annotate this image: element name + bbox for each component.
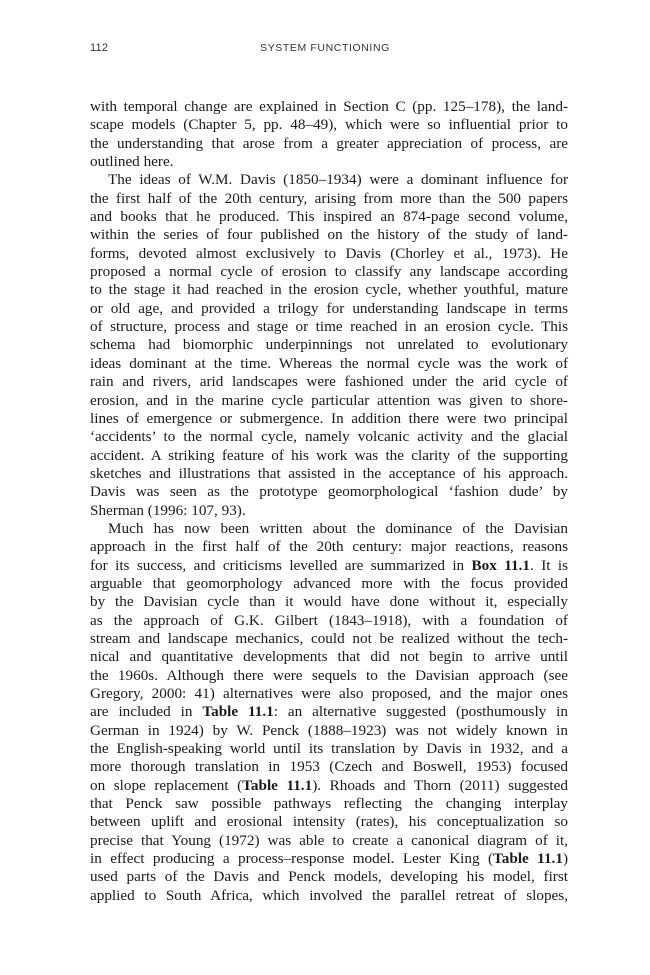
text-line: arguable that geomorphology advanced more with the focus provided	[90, 574, 568, 592]
text-line: accident. A striking feature of his work was the clarity of the supporting	[90, 446, 568, 464]
table-reference: Table 11.1	[242, 776, 313, 794]
text-line	[90, 703, 568, 721]
text-line: more thorough translation in 1953 (Czech and Boswell, 1953) focused	[90, 758, 568, 776]
text-line: German in 1924) by W. Penck (1888–1923) was not widely known in	[90, 721, 568, 739]
text-run: on slope replacement (	[90, 776, 243, 794]
table-reference: Table 11.1	[493, 850, 563, 868]
paragraph-davis	[90, 171, 568, 520]
text-line: Sherman (1996: 107, 93).	[90, 501, 246, 519]
text-line: with temporal change are explained in Section C (pp. 125–178), the land-	[90, 98, 568, 115]
running-head: SYSTEM FUNCTIONING	[260, 42, 390, 54]
box-reference: Box 11.1	[471, 556, 530, 574]
text-line: by the Davisian cycle than it would have done without it, especially	[90, 593, 568, 611]
text-run: )	[562, 850, 568, 868]
page-number: 112	[90, 42, 109, 54]
table-reference: Table 11.1	[202, 703, 274, 721]
text-line	[90, 557, 568, 575]
body-text	[90, 98, 568, 905]
text-line: that Penck saw possible pathways reflecting the changing interplay	[90, 795, 568, 813]
text-line: erosion, and in the marine cycle particular attention was given to shore-	[90, 391, 568, 409]
text-line: The ideas of W.M. Davis (1850–1934) were a dominant influence for	[108, 171, 568, 189]
text-line: approach in the first half of the 20th century: major reactions, reasons	[90, 538, 568, 556]
text-line: scape models (Chapter 5, pp. 48–49), which were so influential prior to	[90, 116, 568, 134]
text-run: for its success, and criticisms levelled are summarized in	[90, 556, 472, 574]
text-line: Much has now been written about the dominance of the Davisian	[108, 519, 568, 537]
text-line: outlined here.	[90, 153, 174, 171]
text-line: Davis was seen as the prototype geomorphological ‘fashion dude’ by	[90, 483, 568, 501]
text-line: within the series of four published on the history of the study of land-	[90, 226, 568, 244]
paragraph-continued	[90, 98, 568, 171]
text-line: the English-speaking world until its translation by Davis in 1932, and a	[90, 740, 568, 758]
text-line: stream and landscape mechanics, could not be realized without the tech-	[90, 629, 568, 647]
text-run: : an alternative suggested (posthumously in	[273, 703, 568, 721]
text-line: used parts of the Davis and Penck models, developing his model, first	[90, 868, 568, 886]
text-run: ). Rhoads and Thorn (2011) suggested	[312, 776, 568, 794]
text-line: or old age, and provided a trilogy for understanding landscape in terms	[90, 299, 568, 317]
text-line	[90, 777, 568, 795]
text-line: precise that Young (1972) was able to create a canonical diagram of it,	[90, 831, 568, 849]
text-line: ideas dominant at the time. Whereas the normal cycle was the work of	[90, 354, 568, 372]
text-line: the 1960s. Although there were sequels to the Davisian approach (see	[90, 666, 568, 684]
text-line: Gregory, 2000: 41) alternatives were also proposed, and the major ones	[90, 685, 568, 702]
text-line: applied to South Africa, which involved the parallel retreat of slopes,	[90, 886, 568, 904]
text-line: nical and quantitative developments that did not begin to arrive until	[90, 648, 568, 666]
text-line	[90, 850, 568, 868]
text-line: forms, devoted almost exclusively to Davis (Chorley et al., 1973). He	[90, 244, 568, 262]
text-line: schema had biomorphic underpinnings not unrelated to evolutionary	[90, 336, 568, 354]
text-line: to the stage it had reached in the erosion cycle, whether youthful, mature	[90, 281, 568, 299]
text-line: the understanding that arose from a greater appreciation of process, are	[90, 134, 568, 152]
text-line: as the approach of G.K. Gilbert (1843–1918), with a foundation of	[90, 611, 568, 629]
text-line: rain and rivers, arid landscapes were fashioned under the arid cycle of	[90, 373, 568, 391]
text-line: the first half of the 20th century, arising from more than the 500 papers	[90, 189, 568, 207]
text-line: proposed a normal cycle of erosion to classify any landscape according	[90, 263, 568, 281]
text-line: ‘accidents’ to the normal cycle, namely volcanic activity and the glacial	[90, 428, 568, 446]
paragraph-davisian	[90, 520, 568, 905]
text-line: of structure, process and stage or time reached in an erosion cycle. This	[90, 318, 568, 336]
text-run: in effect producing a process–response model. Lester King (	[90, 850, 494, 868]
text-line: and books that he produced. This inspired an 874-page second volume,	[90, 208, 568, 226]
text-run: are included in	[90, 703, 203, 721]
text-line: sketches and illustrations that assisted in the acceptance of his approach.	[90, 464, 568, 482]
text-line: between uplift and erosional intensity (rates), his conceptualization so	[90, 813, 568, 831]
text-run: . It is	[530, 556, 568, 574]
text-line: lines of emergence or submergence. In addition there were two principal	[90, 409, 568, 427]
